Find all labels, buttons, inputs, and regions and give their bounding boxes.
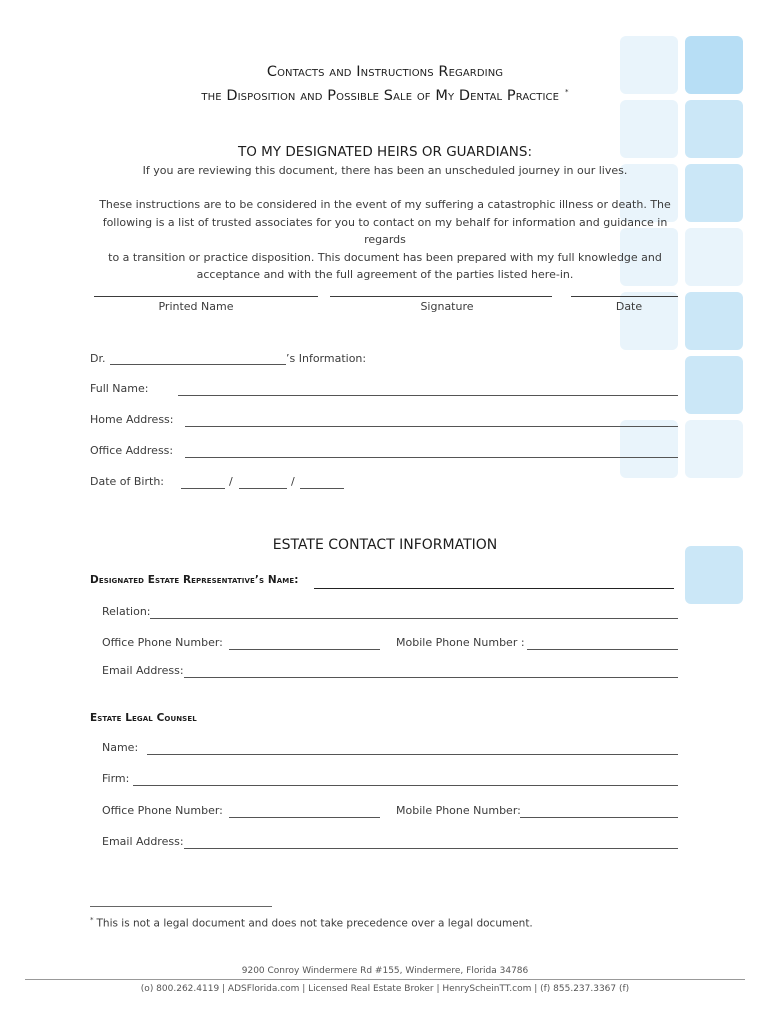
counsel-office-phone-line — [229, 817, 380, 818]
estate-email-input[interactable] — [184, 663, 678, 677]
footnote — [90, 916, 533, 930]
counsel-name-line — [147, 754, 678, 755]
footnote-divider — [90, 906, 272, 907]
estate-office-phone-input[interactable] — [229, 635, 380, 649]
full-name-label: Full Name: — [90, 382, 149, 395]
footer-divider — [25, 979, 745, 980]
instructions-line: These instructions are to be considered in the event of my suffering a catastrophic illness or death. The — [99, 198, 671, 211]
footnote-text: This is not a legal document and does not take precedence over a legal document. — [96, 917, 533, 930]
counsel-mobile-phone-label: Mobile Phone Number: — [396, 804, 521, 817]
home-address-input[interactable] — [185, 412, 678, 426]
printed-name-input[interactable] — [94, 280, 318, 294]
intro-text: If you are reviewing this document, there has been an unscheduled journey in our lives. — [142, 164, 628, 177]
estate-email-label: Email Address: — [102, 664, 184, 677]
footnote-marker: * — [565, 88, 569, 97]
document-title-line2 — [0, 88, 770, 104]
date-input[interactable] — [571, 280, 678, 294]
dob-year-input[interactable] — [300, 474, 344, 488]
estate-office-phone-label: Office Phone Number: — [102, 636, 223, 649]
office-address-label: Office Address: — [90, 444, 174, 457]
counsel-office-phone-input[interactable] — [229, 803, 380, 817]
office-address-line — [185, 457, 678, 458]
instructions-paragraph — [90, 196, 680, 284]
legal-counsel-heading: Estate Legal Counsel — [90, 712, 197, 724]
estate-mobile-phone-label: Mobile Phone Number : — [396, 636, 525, 649]
relation-input[interactable] — [150, 604, 678, 618]
instructions-line: to a transition or practice disposition. This document has been prepared with my full knowledge and — [108, 250, 662, 264]
dob-year-line — [300, 488, 344, 489]
counsel-name-input[interactable] — [147, 740, 678, 754]
relation-label: Relation: — [102, 605, 151, 618]
footnote-marker: * — [90, 916, 94, 924]
doctor-name-input[interactable] — [110, 351, 286, 365]
date-line — [571, 296, 678, 297]
document-title-line1: Contacts and Instructions Regarding — [266, 64, 504, 80]
signature-line — [330, 296, 552, 297]
dob-day-input[interactable] — [239, 474, 287, 488]
counsel-email-input[interactable] — [184, 834, 678, 848]
signature-label: Signature — [420, 300, 474, 313]
printed-name-line — [94, 296, 318, 297]
full-name-line — [178, 395, 678, 396]
dob-month-input[interactable] — [181, 474, 225, 488]
estate-mobile-phone-line — [527, 649, 678, 650]
full-name-input[interactable] — [178, 381, 678, 395]
dob-separator: / — [291, 475, 295, 488]
instructions-line: following is a list of trusted associates for you to contact on my behalf for information and guidance in regards — [102, 215, 668, 246]
counsel-name-label: Name: — [102, 741, 139, 754]
counsel-office-phone-label: Office Phone Number: — [102, 804, 223, 817]
heirs-heading: TO MY DESIGNATED HEIRS OR GUARDIANS: — [237, 144, 533, 160]
estate-rep-line — [314, 588, 674, 589]
doctor-info-suffix: ’s Information: — [286, 352, 367, 365]
footer-contact: (o) 800.262.4119 | ADSFlorida.com | Licensed Real Estate Broker | HenryScheinTT.com | (f) 855.237.3367 (f) — [140, 984, 630, 994]
dob-label: Date of Birth: — [90, 475, 165, 488]
printed-name-label: Printed Name — [158, 300, 234, 313]
counsel-mobile-phone-line — [520, 817, 678, 818]
dob-day-line — [239, 488, 287, 489]
home-address-label: Home Address: — [90, 413, 174, 426]
document-title-text: the Disposition and Possible Sale of My Dental Practice — [201, 88, 559, 104]
signature-input[interactable] — [330, 280, 552, 294]
counsel-firm-line — [133, 785, 678, 786]
estate-contact-heading: ESTATE CONTACT INFORMATION — [272, 537, 498, 553]
estate-rep-label: Designated Estate Representative’s Name: — [90, 574, 299, 586]
office-address-input[interactable] — [185, 443, 678, 457]
date-label: Date — [615, 300, 643, 313]
estate-mobile-phone-input[interactable] — [527, 635, 678, 649]
doctor-name-line — [110, 364, 286, 365]
counsel-firm-input[interactable] — [133, 771, 678, 785]
counsel-mobile-phone-input[interactable] — [520, 803, 678, 817]
instructions-line: acceptance and with the full agreement of the parties listed here-in. — [196, 268, 574, 281]
home-address-line — [185, 426, 678, 427]
counsel-firm-label: Firm: — [102, 772, 130, 785]
counsel-email-label: Email Address: — [102, 835, 184, 848]
estate-rep-input[interactable] — [314, 574, 674, 588]
footer-address: 9200 Conroy Windermere Rd #155, Windermere, Florida 34786 — [241, 966, 529, 976]
relation-line — [150, 618, 678, 619]
dob-month-line — [181, 488, 225, 489]
dr-prefix: Dr. — [90, 352, 106, 365]
estate-office-phone-line — [229, 649, 380, 650]
estate-email-line — [184, 677, 678, 678]
counsel-email-line — [184, 848, 678, 849]
dob-separator: / — [229, 475, 233, 488]
